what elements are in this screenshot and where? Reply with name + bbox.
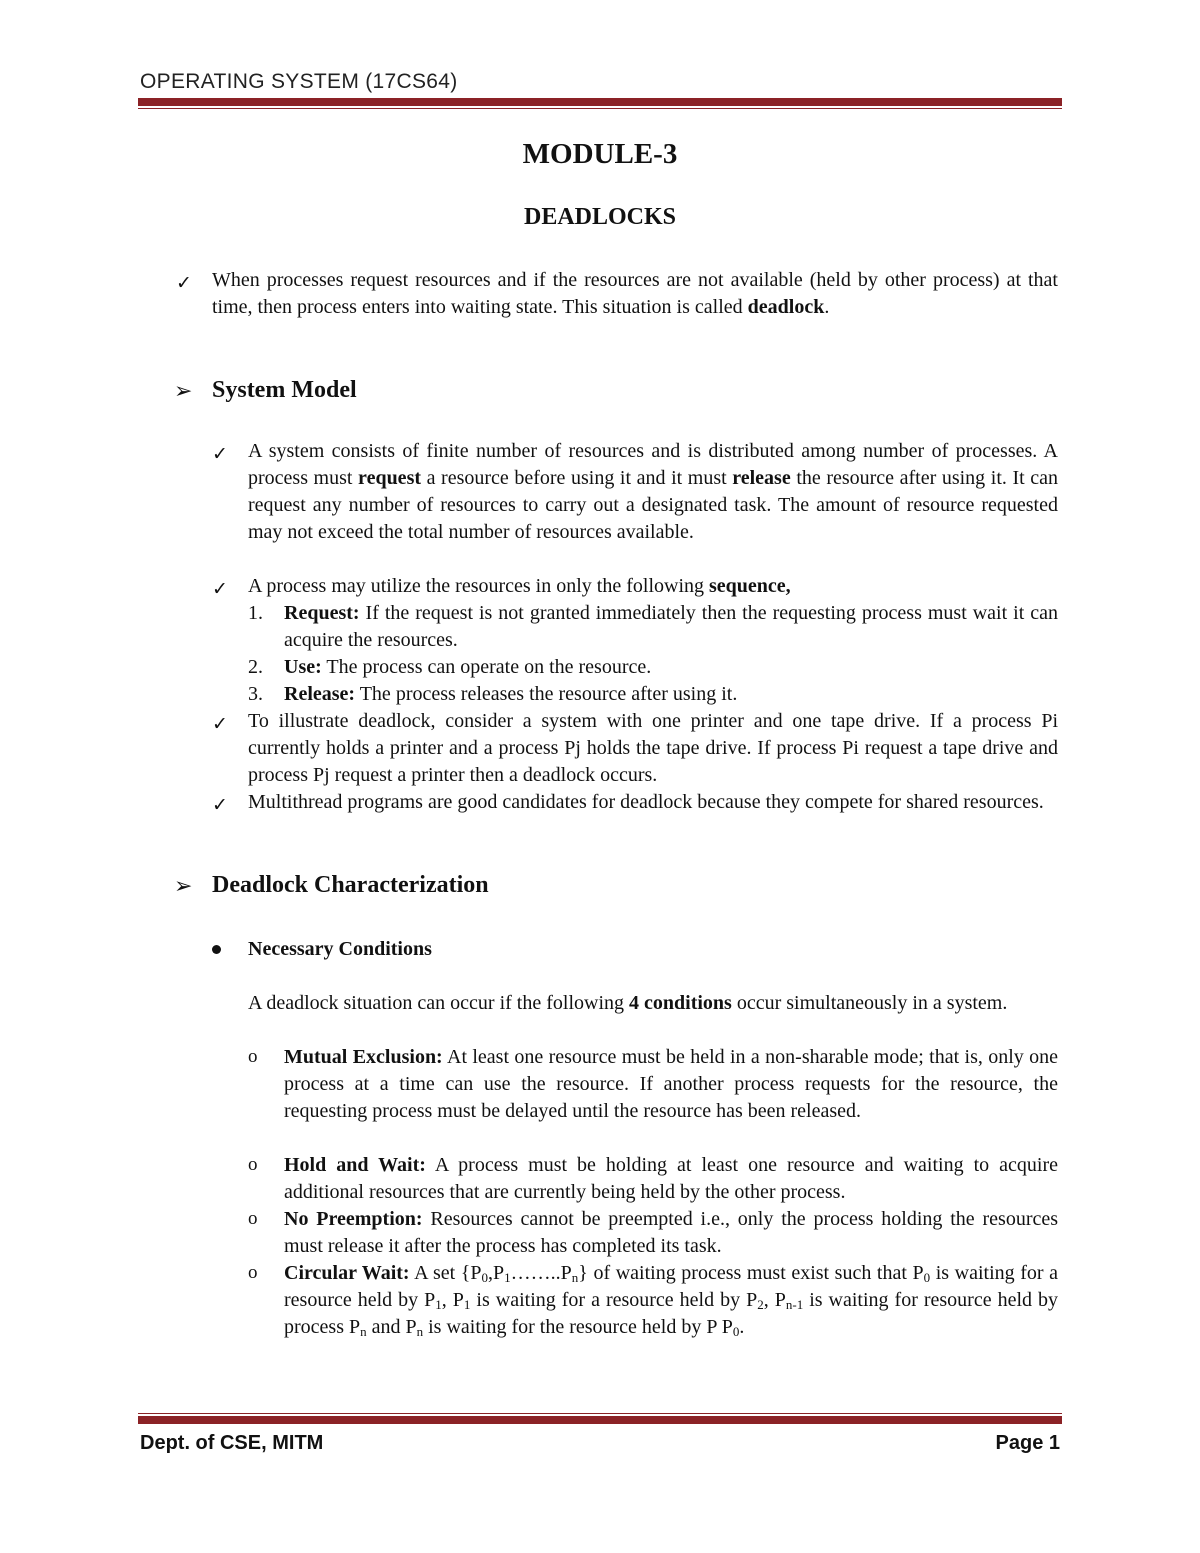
circle-bullet-icon: o <box>248 1208 258 1229</box>
check-icon: ✓ <box>212 443 228 465</box>
condition-no-preemption: No Preemption: Resources cannot be preempted i.e., only the process holding the resources must release it after the process has completed its task. <box>284 1208 1059 1257</box>
check-icon: ✓ <box>212 578 228 600</box>
circle-bullet-icon: o <box>248 1154 258 1175</box>
header-rule <box>138 98 1062 106</box>
check-icon: ✓ <box>212 794 228 816</box>
footer-rule-thin <box>138 1413 1062 1414</box>
bullet-dot-icon <box>212 945 221 954</box>
system-model-bullet-4: Multithread programs are good candidates for deadlock because they compete for shared resources. <box>248 791 1044 813</box>
system-model-bullet-3: To illustrate deadlock, consider a system with one printer and one tape drive. If a process Pi currently holds a printer and a process Pj holds the tape drive. If process Pi request a tape drive and process Pj request a printer then a deadlock occurs. <box>248 710 1058 786</box>
header-title: OPERATING SYSTEM (17CS64) <box>140 70 458 93</box>
intro-paragraph: When processes request resources and if the resources are not available (held by other process) at that time, then process enters into waiting state. This situation is called deadlock. <box>212 269 1058 318</box>
system-model-bullet-1: A system consists of finite number of resources and is distributed among number of processes. A process must request a resource before using it and it must release the resource after using it. It can request any number of resources to carry out a designated task. The amount of resource requested may not exceed the total number of resources available. <box>248 440 1058 543</box>
check-icon: ✓ <box>212 713 228 735</box>
step-request: Request: If the request is not granted immediately then the requesting process must wait it can acquire the resources. <box>284 602 1058 651</box>
step-number: 2. <box>248 656 263 678</box>
subheading-necessary-conditions: Necessary Conditions <box>248 938 432 960</box>
step-release: Release: The process releases the resource after using it. <box>284 683 738 705</box>
circle-bullet-icon: o <box>248 1046 258 1067</box>
condition-hold-and-wait: Hold and Wait: A process must be holding at least one resource and waiting to acquire additional resources that are currently being held by the other process. <box>284 1154 1058 1203</box>
step-number: 1. <box>248 602 263 624</box>
header-rule-thin <box>138 108 1062 109</box>
footer-page-number: Page 1 <box>995 1432 1060 1454</box>
arrow-bullet-icon: ➢ <box>174 874 193 899</box>
circle-bullet-icon: o <box>248 1262 258 1283</box>
step-use: Use: The process can operate on the resource. <box>284 656 652 678</box>
system-model-bullet-2: A process may utilize the resources in only the following sequence, <box>248 575 791 597</box>
footer-rule <box>138 1416 1062 1424</box>
step-number: 3. <box>248 683 263 705</box>
arrow-bullet-icon: ➢ <box>174 379 193 404</box>
section-title-characterization: Deadlock Characterization <box>212 872 489 898</box>
footer-department: Dept. of CSE, MITM <box>140 1432 324 1454</box>
page-title: DEADLOCKS <box>523 204 677 230</box>
condition-mutual-exclusion: Mutual Exclusion: At least one resource must be held in a non-sharable mode; that is, only one process at a time can use the resource. If another process requests for the resource, the requesting process must be delayed until the resource has been released. <box>284 1046 1059 1122</box>
section-title-system-model: System Model <box>212 377 357 403</box>
condition-circular-wait: Circular Wait: A set $\{P_0,P_1\dots\dots..P_n\}$ of waiting process must exist such that $P_0$ is waiting for a resource held by $P_1$, $P_1$ is waiting for a resource held by $P_2$, $P_{n-1}$ is waiting for resource held by process $P_n$ and $P_n$ is waiting for the resource held by P $P_0$. <box>284 1262 1059 1339</box>
check-icon: ✓ <box>176 272 192 294</box>
module-heading: MODULE-3 <box>522 138 678 170</box>
conditions-intro: A deadlock situation can occur if the following 4 conditions occur simultaneously in a system. <box>248 992 1008 1014</box>
